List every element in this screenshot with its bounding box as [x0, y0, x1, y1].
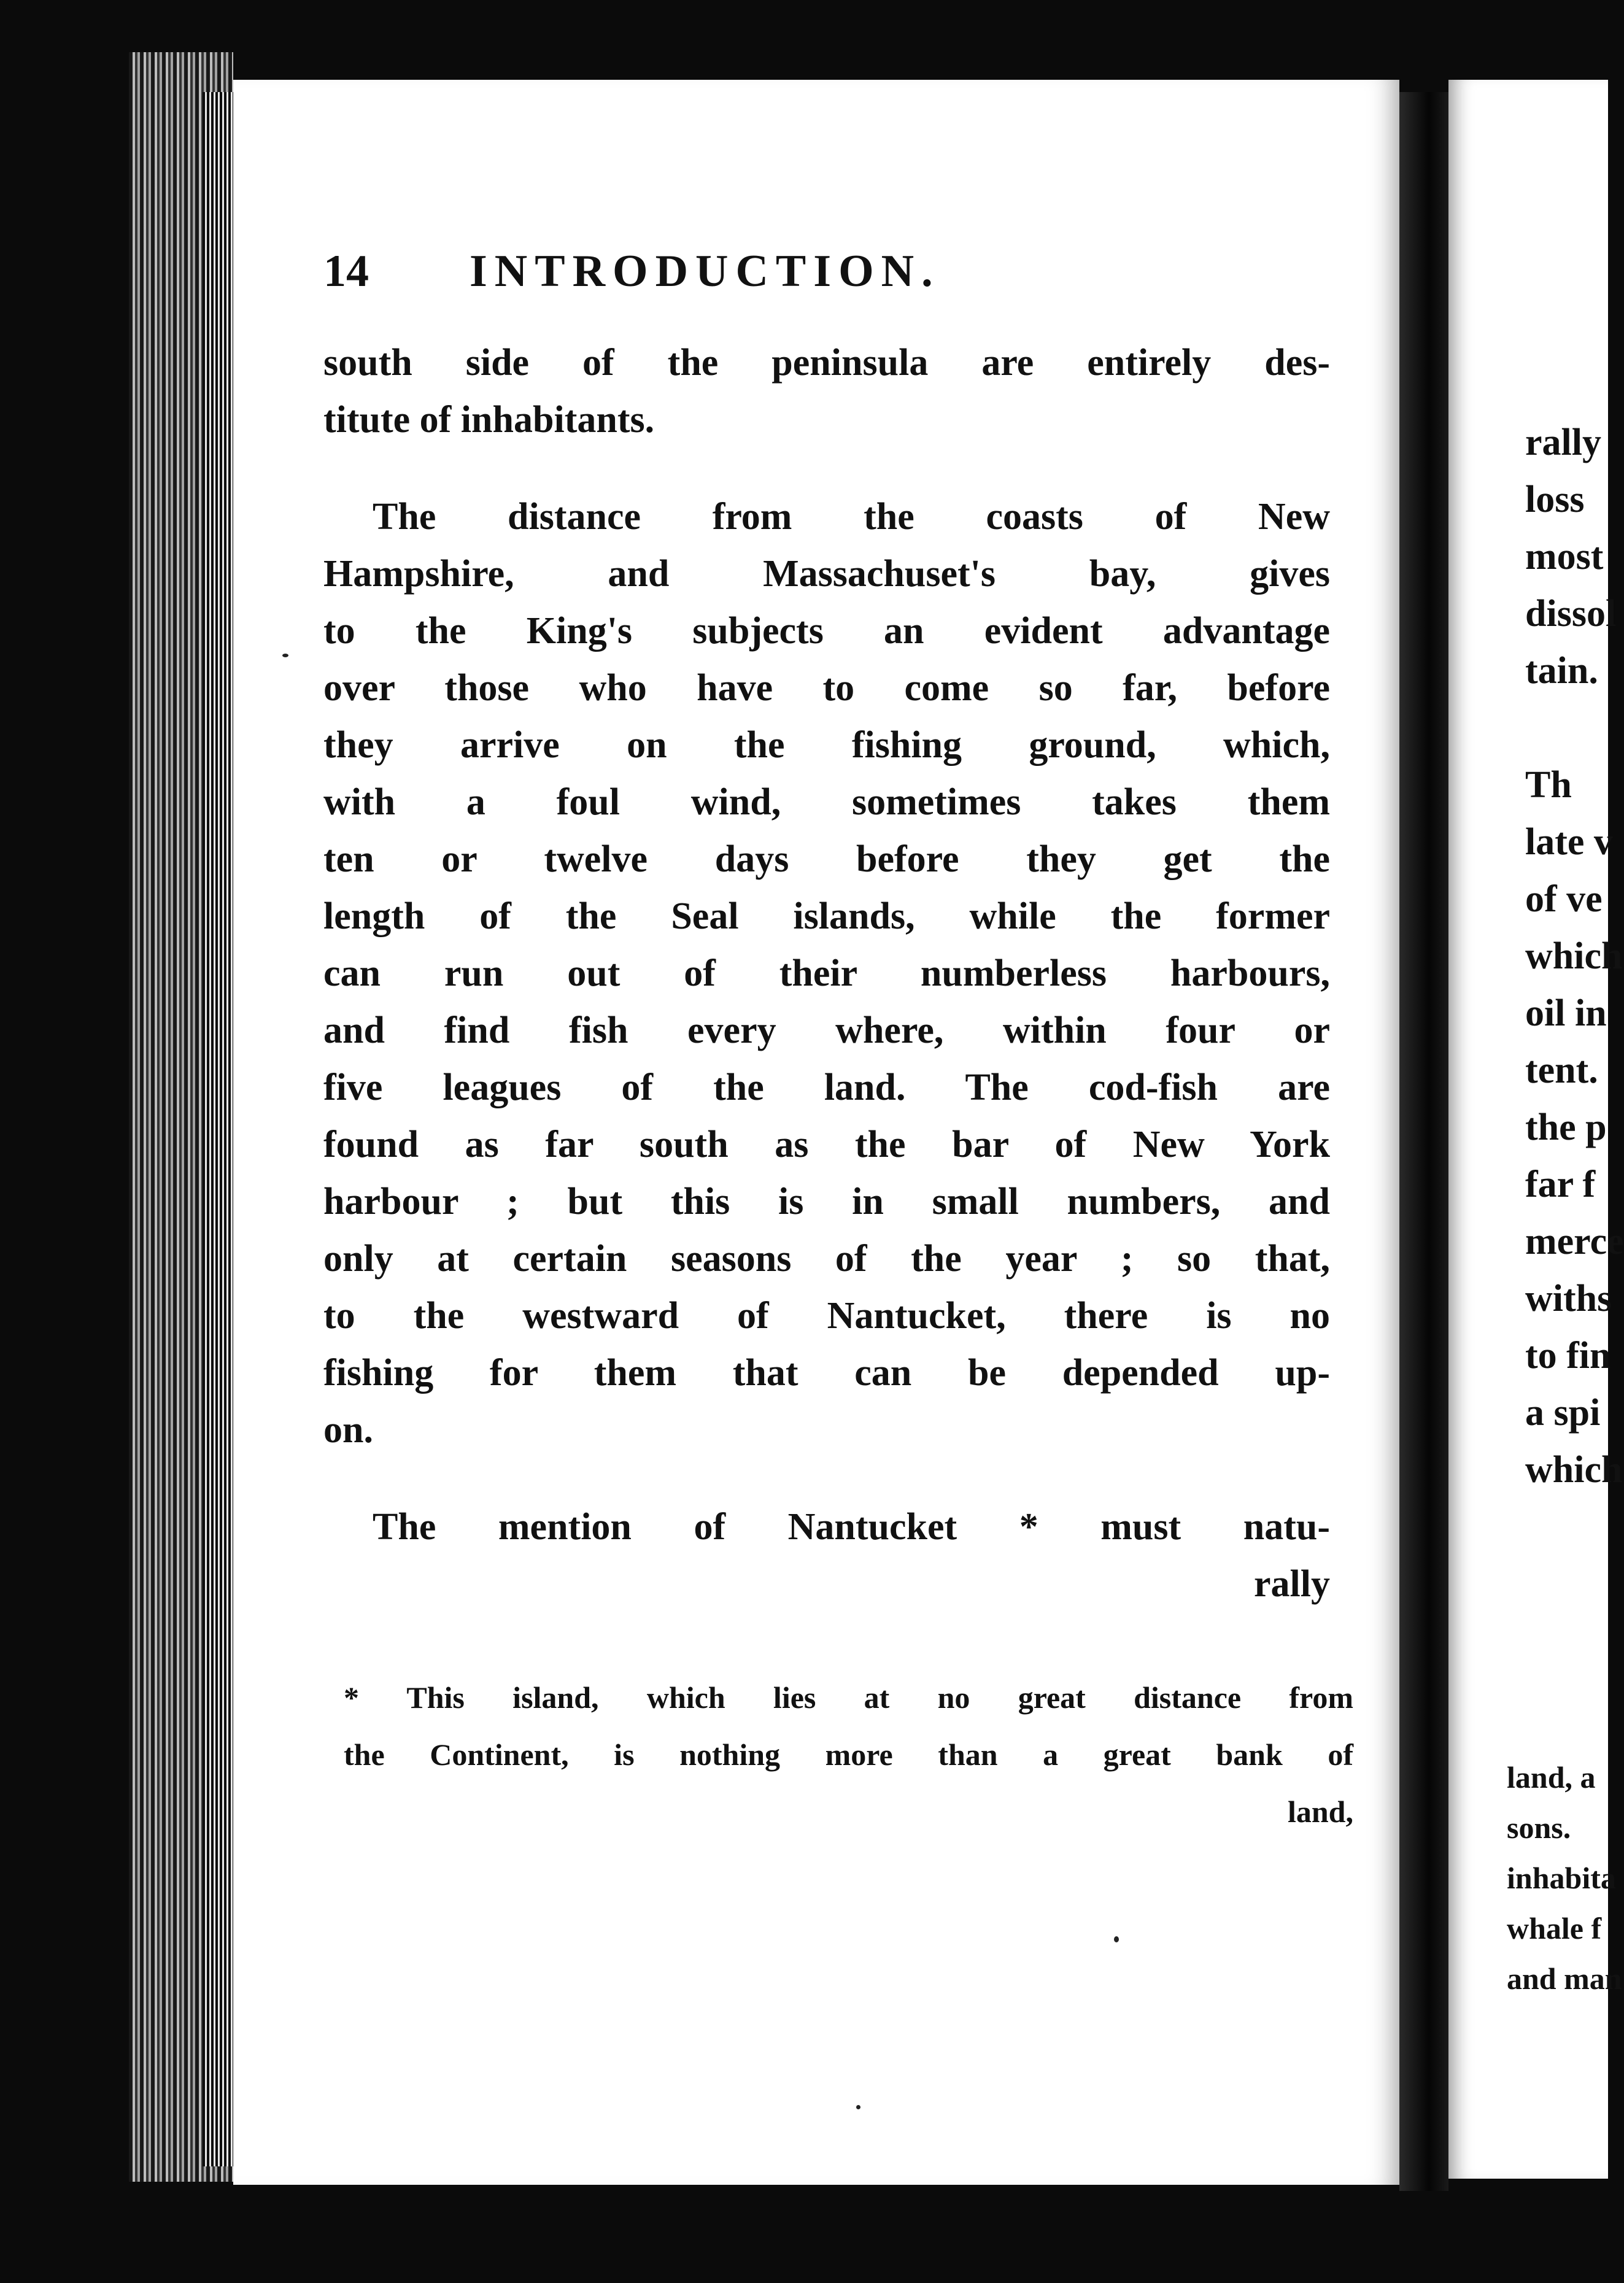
text-line: can run out of their numberless harbours,: [323, 952, 1330, 994]
text-line: Hampshire, and Massachuset's bay, gives: [323, 553, 1330, 595]
right-page-fragment: [1448, 80, 1624, 2179]
text-line: The mention of Nantucket * must natu-: [373, 1506, 1330, 1548]
text-line: and find fish every where, within four or: [323, 1010, 1330, 1051]
footnote-catchword: land,: [1287, 1794, 1353, 1829]
text-line: south side of the peninsula are entirely des-: [323, 342, 1330, 384]
text-line: on.: [323, 1409, 373, 1451]
text-line: with a foul wind, sometimes takes them: [323, 781, 1330, 823]
text-line: which: [1525, 935, 1623, 977]
text-line: to the westward of Nantucket, there is no: [323, 1295, 1330, 1337]
catchword: rally: [1254, 1563, 1330, 1605]
text-line: rally: [1525, 422, 1601, 463]
book-edge-pages: [203, 92, 233, 2166]
text-line: to the King's subjects an evident advantage: [323, 610, 1330, 652]
text-line: the p: [1525, 1107, 1607, 1148]
text-line: over those who have to come so far, before: [323, 667, 1330, 709]
text-line: only at certain seasons of the year ; so that,: [323, 1238, 1330, 1280]
ink-speck: [282, 654, 288, 657]
text-line: harbour ; but this is in small numbers, and: [323, 1181, 1330, 1223]
text-line: they arrive on the fishing ground, which,: [323, 724, 1330, 766]
text-line: most: [1525, 536, 1604, 578]
text-line: dissol: [1525, 593, 1617, 635]
text-line: loss: [1525, 479, 1585, 520]
text-line: [1525, 700, 1624, 757]
text-line: oil in: [1525, 992, 1607, 1034]
text-line: withs: [1525, 1278, 1612, 1319]
running-head: INTRODUCTION.: [470, 246, 940, 296]
footnote-line: land, a: [1507, 1760, 1596, 1794]
next-page-text: [1525, 414, 1624, 1499]
text-line: to fin: [1525, 1335, 1611, 1377]
text-line: Th: [1525, 764, 1572, 806]
next-page-footnote: [1507, 1752, 1622, 2004]
text-line: five leagues of the land. The cod-fish are: [323, 1067, 1330, 1108]
text-line: ten or twelve days before they get the: [323, 838, 1330, 880]
footnote-line: the Continent, is nothing more than a great bank of: [344, 1737, 1353, 1772]
footnote-line: * This island, which lies at no great distance from: [344, 1680, 1353, 1715]
footnote-line: sons.: [1507, 1810, 1571, 1845]
text-line: of ve: [1525, 878, 1603, 920]
text-line: far f: [1525, 1164, 1596, 1205]
book-gutter: [1399, 92, 1448, 2191]
footnote: [344, 1672, 1353, 1844]
ink-speck: [856, 2105, 860, 2109]
text-line: tent.: [1525, 1049, 1598, 1091]
footnote-line: inhabita: [1507, 1861, 1616, 1895]
footnote-line: whale f: [1507, 1911, 1602, 1945]
text-line: The distance from the coasts of New: [373, 496, 1330, 538]
body-text: [323, 334, 1330, 1613]
text-line: fishing for them that can be depended up-: [323, 1352, 1330, 1394]
text-line: late v: [1525, 821, 1613, 863]
footnote-line: and man: [1507, 1961, 1622, 1996]
text-line: which: [1525, 1449, 1623, 1491]
text-line: found as far south as the bar of New York: [323, 1124, 1330, 1165]
page-number: 14: [323, 246, 369, 296]
text-line: merce: [1525, 1221, 1624, 1262]
text-line: tain.: [1525, 650, 1598, 692]
text-line: titute of inhabitants.: [323, 399, 655, 441]
page-header: [323, 239, 1232, 307]
text-line: a spi: [1525, 1392, 1601, 1434]
ink-speck: [1114, 1936, 1119, 1942]
text-line: length of the Seal islands, while the former: [323, 895, 1330, 937]
